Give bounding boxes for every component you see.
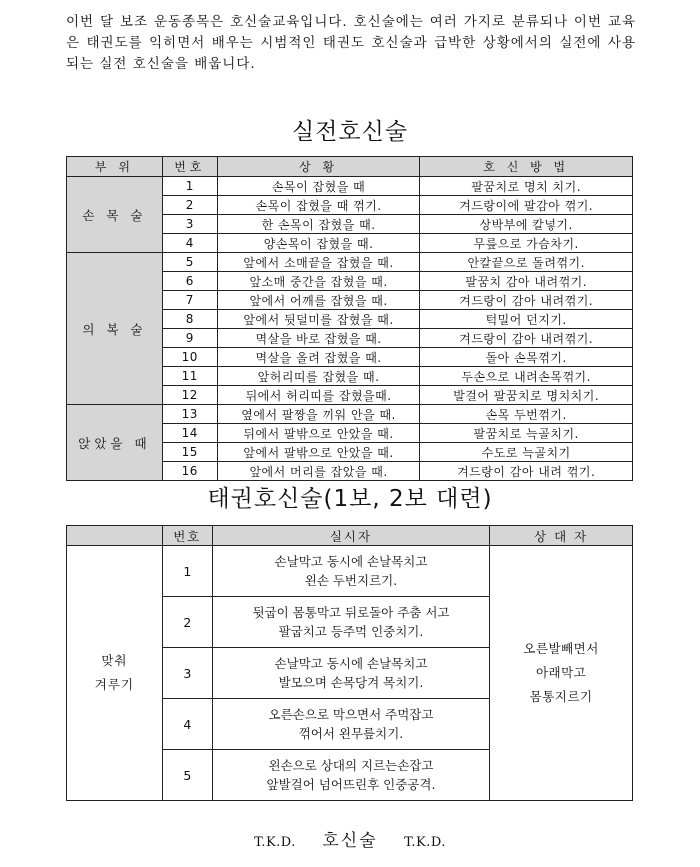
cell-situation: 양손목이 잡혔을 때. bbox=[217, 234, 420, 253]
cell-no: 11 bbox=[162, 367, 217, 386]
group-label: 의 복 술 bbox=[67, 253, 163, 405]
cell-no: 9 bbox=[162, 329, 217, 348]
action-line: 뒷굽이 몸통막고 뒤로돌아 주춤 서고 bbox=[252, 605, 450, 620]
cell-situation: 앞소매 중간을 잡혔을 때. bbox=[217, 272, 420, 291]
cell-method: 돌아 손목꺾기. bbox=[420, 348, 633, 367]
table-header-row bbox=[67, 157, 633, 177]
cell-situation: 손목이 잡혔을 때 꺾기. bbox=[217, 196, 420, 215]
cell-no: 16 bbox=[162, 462, 217, 481]
cell-no: 5 bbox=[162, 750, 212, 801]
cell-situation: 앞에서 머리를 잡았을 때. bbox=[217, 462, 420, 481]
group-label: 앉았을 때 bbox=[67, 405, 163, 481]
cell-no: 3 bbox=[162, 215, 217, 234]
cell-situation: 앞에서 어깨를 잡혔을 때. bbox=[217, 291, 420, 310]
cell-situation: 손목이 잡혔을 때 bbox=[217, 177, 420, 196]
cell-method: 상박부에 칼넣기. bbox=[420, 215, 633, 234]
action-line: 꺾어서 왼무릎치기. bbox=[298, 726, 404, 741]
cell-no: 13 bbox=[162, 405, 217, 424]
cell-situation: 뒤에서 팔밖으로 안았을 때. bbox=[217, 424, 420, 443]
action-line: 오른손으로 막으면서 주먹잡고 bbox=[268, 707, 434, 722]
opponent-action bbox=[490, 546, 633, 801]
footer-right: T.K.D. bbox=[404, 835, 446, 850]
cell-no: 2 bbox=[162, 597, 212, 648]
cell-situation: 뒤에서 허리띠를 잡혔을때. bbox=[217, 386, 420, 405]
action-line: 앞발걸어 넘어뜨린후 인중공격. bbox=[266, 777, 436, 792]
table-row bbox=[67, 177, 633, 196]
cell-situation: 한 손목이 잡혔을 때. bbox=[217, 215, 420, 234]
cell-no: 6 bbox=[162, 272, 217, 291]
cell-action bbox=[212, 546, 489, 597]
header-opponent: 상 대 자 bbox=[490, 526, 633, 546]
cell-method: 손목 두번꺾기. bbox=[420, 405, 633, 424]
cell-method: 무릎으로 가슴차기. bbox=[420, 234, 633, 253]
cell-no: 1 bbox=[162, 177, 217, 196]
footer bbox=[0, 826, 700, 851]
group-label: 손 목 술 bbox=[67, 177, 163, 253]
cell-no: 15 bbox=[162, 443, 217, 462]
practical-self-defense-table bbox=[66, 156, 633, 481]
cell-action bbox=[212, 699, 489, 750]
cell-method: 발걸어 팔꿈치로 명치치기. bbox=[420, 386, 633, 405]
footer-left: T.K.D. bbox=[254, 835, 296, 850]
cell-no: 7 bbox=[162, 291, 217, 310]
section1-title: 실전호신술 bbox=[291, 119, 409, 145]
cell-method: 겨드랑이에 팔감아 꺾기. bbox=[420, 196, 633, 215]
header-part: 부 위 bbox=[67, 157, 163, 177]
table-row bbox=[67, 546, 633, 597]
action-line: 손날막고 동시에 손날목치고 bbox=[274, 554, 428, 569]
action-line: 손날막고 동시에 손날목치고 bbox=[274, 656, 428, 671]
table-row bbox=[67, 405, 633, 424]
table-body bbox=[67, 546, 633, 801]
opponent-action-line: 아래막고 bbox=[535, 665, 587, 680]
action-line: 왼손 두번지르기. bbox=[304, 573, 398, 588]
cell-no: 3 bbox=[162, 648, 212, 699]
group-label-line: 겨루기 bbox=[94, 677, 135, 692]
cell-situation: 앞허리띠를 잡혔을 때. bbox=[217, 367, 420, 386]
group-label bbox=[67, 546, 163, 801]
cell-no: 8 bbox=[162, 310, 217, 329]
cell-situation: 멱살을 올려 잡혔을 때. bbox=[217, 348, 420, 367]
table-body bbox=[67, 177, 633, 481]
header-situation: 상 황 bbox=[217, 157, 420, 177]
cell-method: 겨드랑이 감아 내려 꺾기. bbox=[420, 462, 633, 481]
cell-no: 4 bbox=[162, 699, 212, 750]
cell-method: 수도로 늑골치기 bbox=[420, 443, 633, 462]
cell-method: 겨드랑이 감아 내려꺾기. bbox=[420, 329, 633, 348]
intro-paragraph: 이번 달 보조 운동종목은 호신술교육입니다. 호신술에는 여러 가지로 분류되나 이번 교육은 태권도를 익히면서 배우는 시범적인 태권도 호신술과 급박한 상황에서의 실전에 사용되는 실전 호신술을 배웁니다. bbox=[66, 14, 636, 72]
cell-no: 1 bbox=[162, 546, 212, 597]
cell-situation: 옆에서 팔짱을 끼워 안을 때. bbox=[217, 405, 420, 424]
action-line: 왼손으로 상대의 지르는손잡고 bbox=[268, 758, 434, 773]
section2-title: 태권호신술(1보, 2보 대련) bbox=[207, 486, 493, 512]
cell-method: 팔꿈치로 늑골치기. bbox=[420, 424, 633, 443]
cell-method: 팔꿈치 감아 내려꺾기. bbox=[420, 272, 633, 291]
footer-center: 호신술 bbox=[322, 831, 378, 851]
cell-no: 5 bbox=[162, 253, 217, 272]
cell-no: 10 bbox=[162, 348, 217, 367]
cell-method: 겨드랑이 감아 내려꺾기. bbox=[420, 291, 633, 310]
cell-action bbox=[212, 597, 489, 648]
cell-no: 14 bbox=[162, 424, 217, 443]
cell-situation: 멱살을 바로 잡혔을 때. bbox=[217, 329, 420, 348]
cell-no: 4 bbox=[162, 234, 217, 253]
cell-method: 안칼끝으로 돌려꺾기. bbox=[420, 253, 633, 272]
cell-action bbox=[212, 750, 489, 801]
cell-situation: 앞에서 소매끝을 잡혔을 때. bbox=[217, 253, 420, 272]
taekwondo-self-defense-table bbox=[66, 525, 633, 801]
opponent-action-line: 오른발빼면서 bbox=[523, 641, 599, 656]
action-line: 발모으며 손목당겨 목치기. bbox=[278, 675, 424, 690]
cell-method: 팔꿈치로 명치 치기. bbox=[420, 177, 633, 196]
table-header-row bbox=[67, 526, 633, 546]
cell-situation: 앞에서 팔밖으로 안았을 때. bbox=[217, 443, 420, 462]
cell-action bbox=[212, 648, 489, 699]
cell-no: 2 bbox=[162, 196, 217, 215]
cell-situation: 앞에서 뒷덜미를 잡혔을 때. bbox=[217, 310, 420, 329]
opponent-action-line: 몸통지르기 bbox=[529, 689, 593, 704]
cell-method: 두손으로 내려손목꺾기. bbox=[420, 367, 633, 386]
header-performer: 실시자 bbox=[212, 526, 489, 546]
header-method: 호 신 방 법 bbox=[420, 157, 633, 177]
cell-no: 12 bbox=[162, 386, 217, 405]
table-row bbox=[67, 253, 633, 272]
header-number: 번호 bbox=[162, 526, 212, 546]
header-part bbox=[67, 526, 163, 546]
action-line: 팔굽치고 등주먹 인중치기. bbox=[278, 624, 424, 639]
header-number: 번호 bbox=[162, 157, 217, 177]
cell-method: 턱밀어 던지기. bbox=[420, 310, 633, 329]
group-label-line: 맞춰 bbox=[101, 653, 128, 668]
